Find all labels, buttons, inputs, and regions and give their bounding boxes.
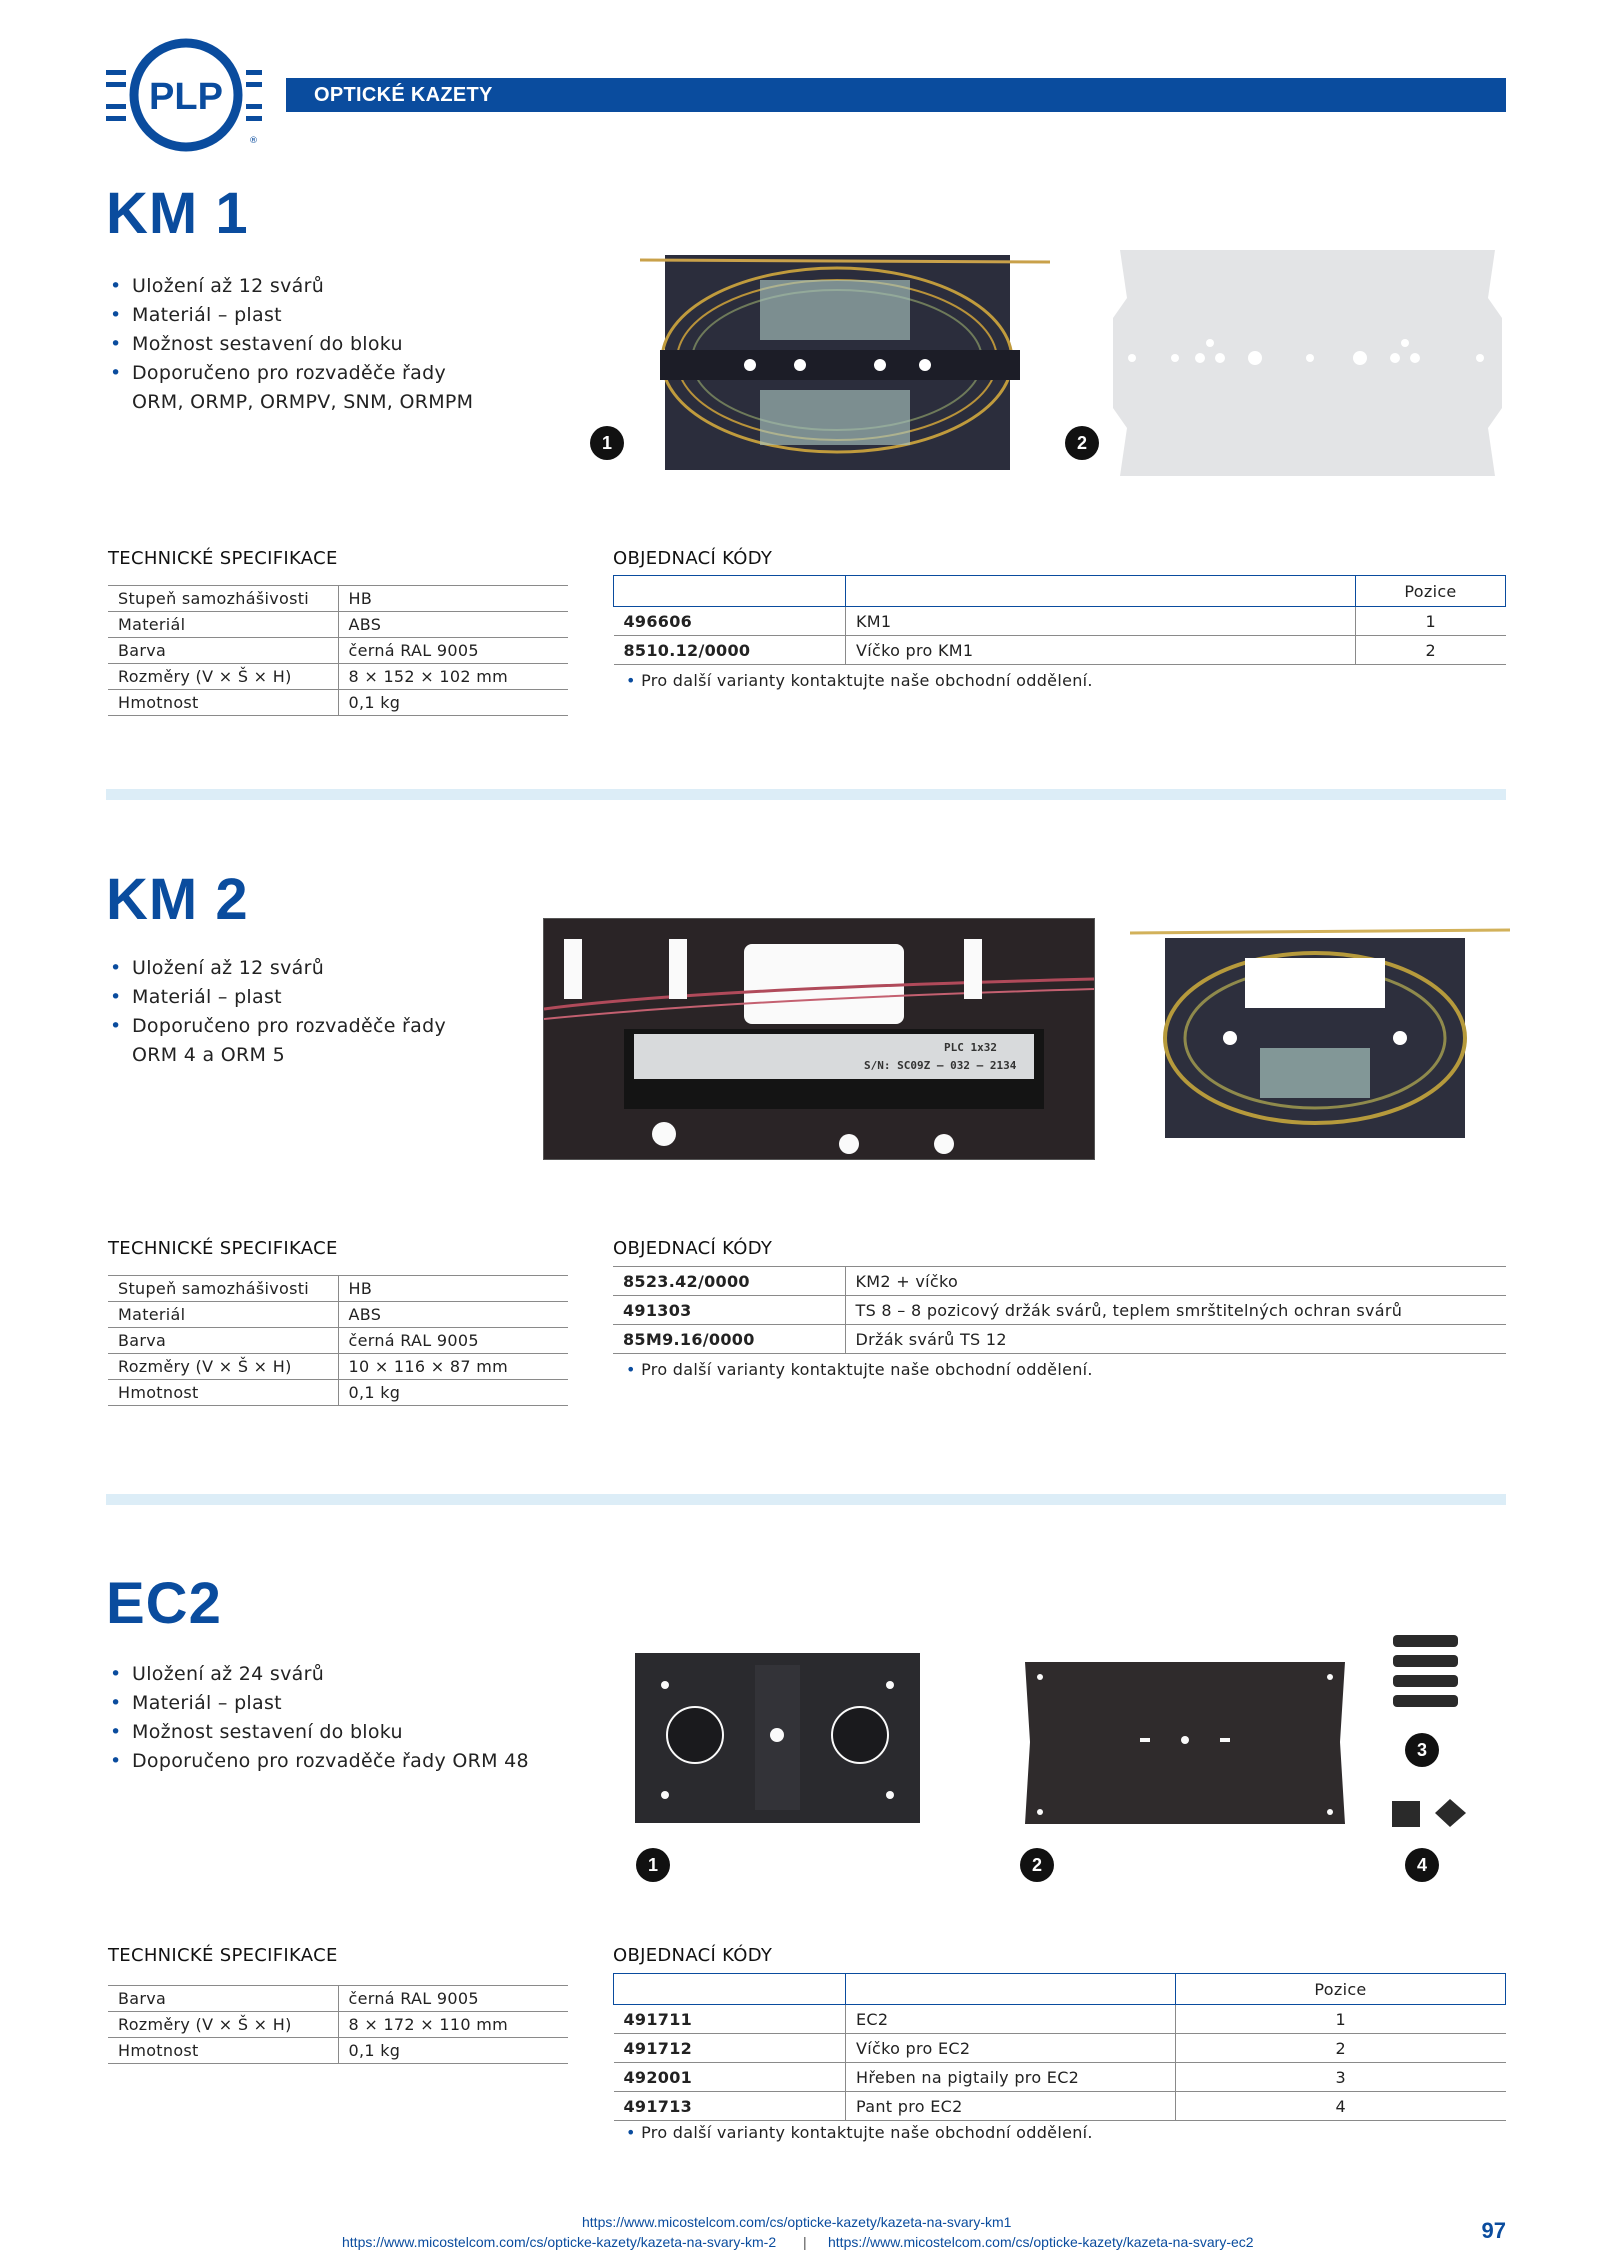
tech-spec-heading: TECHNICKÉ SPECIFIKACE xyxy=(108,1945,338,1966)
km1-lid-image xyxy=(1110,238,1505,487)
ec2-features xyxy=(110,1660,529,1776)
plp-logo xyxy=(104,36,264,154)
table-row: Hmotnost 0,1 kg xyxy=(108,1380,568,1406)
feature-item: • Materiál – plast xyxy=(110,1689,529,1718)
section-divider xyxy=(106,789,1506,800)
plc-label: PLC 1x32 xyxy=(944,1041,997,1054)
km1-spec-table xyxy=(108,585,568,716)
tech-spec-heading: TECHNICKÉ SPECIFIKACE xyxy=(108,1238,338,1259)
page-number: 97 xyxy=(1481,2218,1506,2243)
footer-link-ec2[interactable]: https://www.micostelcom.com/cs/opticke-kazety/kazeta-na-svary-ec2 xyxy=(828,2234,1254,2250)
km1-codes-table xyxy=(613,575,1506,665)
table-row: Hmotnost 0,1 kg xyxy=(108,690,568,716)
position-header: Pozice xyxy=(1176,1974,1506,2005)
table-row: Rozměry (V × Š × H) 8 × 152 × 102 mm xyxy=(108,664,568,690)
position-badge: 3 xyxy=(1405,1733,1439,1767)
ec2-lid-image xyxy=(1020,1652,1350,1836)
table-row: Stupeň samozhášivosti HB xyxy=(108,1276,568,1302)
position-badge: 2 xyxy=(1065,426,1099,460)
feature-item: • Uložení až 12 svárů xyxy=(110,272,490,301)
km2-closeup-image xyxy=(543,918,1095,1160)
feature-item: • Možnost sestavení do bloku xyxy=(110,1718,529,1747)
table-row: Hmotnost 0,1 kg xyxy=(108,2038,568,2064)
contact-note: • Pro další varianty kontaktujte naše obchodní oddělení. xyxy=(626,671,1093,690)
feature-item: • Doporučeno pro rozvaděče řady ORM 4 a ORM 5 xyxy=(110,1012,460,1070)
km1-cassette-image xyxy=(640,240,1060,484)
position-header: Pozice xyxy=(1356,576,1506,607)
position-badge: 1 xyxy=(590,426,624,460)
feature-item: • Materiál – plast xyxy=(110,301,490,330)
table-row: 492001 Hřeben na pigtaily pro EC2 3 xyxy=(614,2063,1506,2092)
km2-features xyxy=(110,954,460,1070)
order-codes-heading: OBJEDNACÍ KÓDY xyxy=(613,1945,773,1966)
product-title-km2: KM 2 xyxy=(106,867,249,932)
table-row: 491712 Víčko pro EC2 2 xyxy=(614,2034,1506,2063)
position-badge: 2 xyxy=(1020,1848,1054,1882)
ec2-comb-image xyxy=(1388,1630,1468,1724)
km2-codes-table xyxy=(613,1266,1506,1354)
logo-text: PLP xyxy=(149,76,223,118)
product-title-ec2: EC2 xyxy=(106,1571,222,1636)
km1-features xyxy=(110,272,490,417)
table-row: Materiál ABS xyxy=(108,1302,568,1328)
table-row: Barva černá RAL 9005 xyxy=(108,1986,568,2012)
footer-separator: | xyxy=(803,2234,807,2250)
km2-cassette-image xyxy=(1130,918,1510,1162)
footer-link-km2[interactable]: https://www.micostelcom.com/cs/opticke-kazety/kazeta-na-svary-km-2 xyxy=(342,2234,777,2250)
table-row: 8510.12/0000 Víčko pro KM1 2 xyxy=(614,636,1506,665)
table-row: Rozměry (V × Š × H) 8 × 172 × 110 mm xyxy=(108,2012,568,2038)
km2-spec-table xyxy=(108,1275,568,1406)
table-row: Materiál ABS xyxy=(108,612,568,638)
tech-spec-heading: TECHNICKÉ SPECIFIKACE xyxy=(108,548,338,569)
table-row: 8523.42/0000 KM2 + víčko xyxy=(613,1267,1506,1296)
order-codes-heading: OBJEDNACÍ KÓDY xyxy=(613,1238,773,1259)
feature-item: • Doporučeno pro rozvaděče řady ORM 48 xyxy=(110,1747,529,1776)
table-row: Rozměry (V × Š × H) 10 × 116 × 87 mm xyxy=(108,1354,568,1380)
ec2-hinge-image xyxy=(1390,1795,1470,1839)
feature-item: • Doporučeno pro rozvaděče řady ORM, ORMP, ORMPV, SNM, ORMPM xyxy=(110,359,490,417)
section-divider xyxy=(106,1494,1506,1505)
table-row: 491711 EC2 1 xyxy=(614,2005,1506,2034)
table-row: Barva černá RAL 9005 xyxy=(108,638,568,664)
contact-note: • Pro další varianty kontaktujte naše obchodní oddělení. xyxy=(626,2123,1093,2142)
serial-label: S/N: SC09Z – 032 – 2134 xyxy=(864,1059,1017,1072)
contact-note: • Pro další varianty kontaktujte naše obchodní oddělení. xyxy=(626,1360,1093,1379)
order-codes-heading: OBJEDNACÍ KÓDY xyxy=(613,548,773,569)
ec2-cassette-image xyxy=(625,1645,925,1834)
table-row: Stupeň samozhášivosti HB xyxy=(108,586,568,612)
product-title-km1: KM 1 xyxy=(106,181,249,246)
feature-item: • Uložení až 24 svárů xyxy=(110,1660,529,1689)
svg-text:®: ® xyxy=(249,136,258,146)
table-row: 491303 TS 8 – 8 pozicový držák svárů, teplem smrštitelných ochran svárů xyxy=(613,1296,1506,1325)
table-row: 491713 Pant pro EC2 4 xyxy=(614,2092,1506,2121)
table-row: Barva černá RAL 9005 xyxy=(108,1328,568,1354)
position-badge: 4 xyxy=(1405,1848,1439,1882)
footer-link-km1[interactable]: https://www.micostelcom.com/cs/opticke-kazety/kazeta-na-svary-km1 xyxy=(582,2214,1012,2230)
feature-item: • Uložení až 12 svárů xyxy=(110,954,460,983)
feature-item: • Možnost sestavení do bloku xyxy=(110,330,490,359)
position-badge: 1 xyxy=(636,1848,670,1882)
ec2-codes-table xyxy=(613,1973,1506,2121)
feature-item: • Materiál – plast xyxy=(110,983,460,1012)
section-title: OPTICKÉ KAZETY xyxy=(314,84,493,106)
table-row: 496606 KM1 1 xyxy=(614,607,1506,636)
section-header-bar xyxy=(286,78,1506,112)
ec2-spec-table xyxy=(108,1985,568,2064)
table-row: 85M9.16/0000 Držák svárů TS 12 xyxy=(613,1325,1506,1354)
